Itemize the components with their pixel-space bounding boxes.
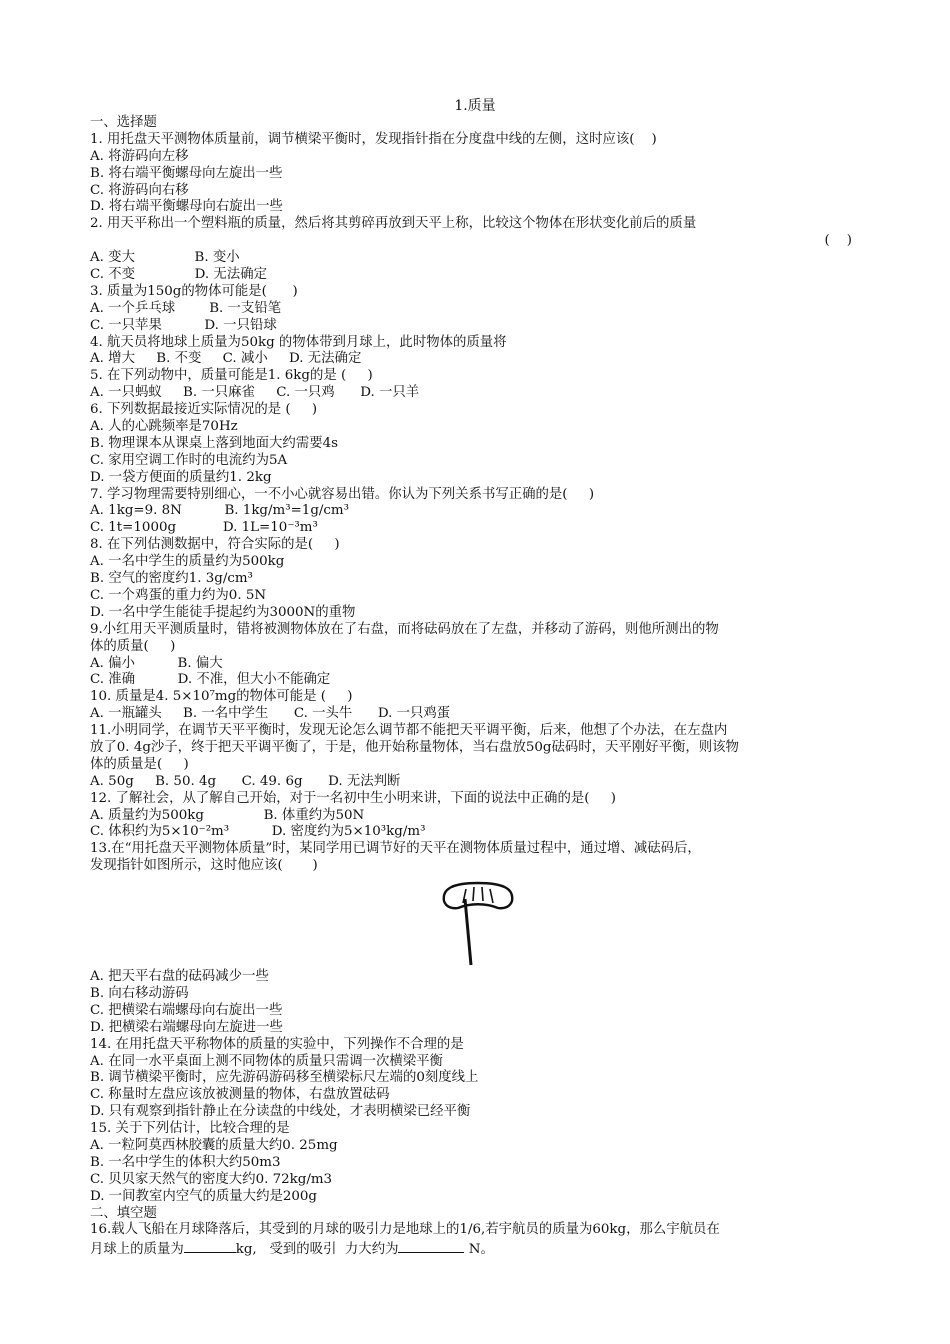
text-line: 13.在“用托盘天平测物体质量”时，某同学用已调节好的天平在测物体质量过程中，通过增、减砝码后，	[90, 841, 701, 857]
text-line: 1. 用托盘天平测物体质量前，调节横梁平衡时，发现指针指在分度盘中线的左侧，这时应该( )	[90, 131, 657, 147]
question-block	[90, 250, 860, 875]
text-line: B. 调节横梁平衡时，应先游码游码移至横梁标尺左端的0刻度线上	[90, 1070, 479, 1086]
answer-bracket: ( )	[824, 233, 852, 249]
text-line: 10. 质量是4. 5×10⁷mg的物体可能是 ( )	[90, 689, 353, 705]
text-line: C. 1t=1000g D. 1L=10⁻³m³	[90, 520, 318, 536]
text-line: A. 质量约为500kg B. 体重约为50N	[90, 807, 365, 823]
text-line: 2. 用天平称出一个塑料瓶的质量，然后将其剪碎再放到天平上称，比较这个物体在形状变化前后的质量	[90, 216, 697, 232]
text-line: D. 把横梁右端螺母向左旋进一些	[90, 1019, 283, 1035]
text-line: 14. 在用托盘天平称物体的质量的实验中，下列操作不合理的是	[90, 1036, 464, 1052]
text-line: 4. 航天员将地球上质量为50kg 的物体带到月球上，此时物体的质量将	[90, 334, 507, 350]
question-16-text: kg, 受到的吸引 力大约为	[235, 1242, 399, 1258]
text-line: 8. 在下列估测数据中，符合实际的是( )	[90, 537, 340, 553]
scale-pointer-icon	[438, 881, 518, 969]
answer-blank-force[interactable]	[398, 1239, 464, 1253]
worksheet-page	[90, 98, 860, 1256]
text-line: 6. 下列数据最接近实际情况的是 ( )	[90, 402, 318, 418]
text-line: 发现指针如图所示，这时他应该( )	[90, 858, 318, 874]
text-line: A. 人的心跳频率是70Hz	[90, 419, 238, 435]
text-line: A. 偏小 B. 偏大	[90, 655, 223, 671]
text-line: 3. 质量为150g的物体可能是( )	[90, 283, 298, 299]
text-line: 12. 了解社会，从了解自己开始，对于一名初中生小明来讲，下面的说法中正确的是( )	[90, 790, 616, 806]
text-line: A. 将游码向左移	[90, 148, 189, 164]
text-line: 9.小红用天平测质量时，错将被测物体放在了右盘，而将砝码放在了左盘，并移动了游码，则他所测出的物	[90, 621, 719, 637]
question-16-text: 月球上的质量为	[90, 1242, 184, 1258]
text-line: A. 增大 B. 不变 C. 减小 D. 无法确定	[90, 351, 362, 367]
text-line: A. 一名中学生的质量约为500kg	[90, 554, 285, 570]
text-line: A. 50g B. 50. 4g C. 49. 6g D. 无法判断	[90, 773, 401, 789]
text-line: D. 将右端平衡螺母向右旋出一些	[90, 199, 283, 215]
text-line: C. 体积约为5×10⁻²m³ D. 密度约为5×10³kg/m³	[90, 824, 426, 840]
question-block	[90, 969, 860, 1205]
text-line: A. 一粒阿莫西林胶囊的质量大约0. 25mg	[90, 1137, 338, 1153]
text-line: B. 空气的密度约1. 3g/cm³	[90, 571, 253, 587]
text-line: C. 准确 D. 不准，但大小不能确定	[90, 672, 331, 688]
text-line: C. 把横梁右端螺母向右旋出一些	[90, 1002, 283, 1018]
question-16-line2	[90, 1239, 860, 1256]
text-line: D. 只有观察到指针静止在分读盘的中线处，才表明横梁已经平衡	[90, 1104, 471, 1120]
text-line: C. 贝贝家天然气的密度大约0. 72kg/m3	[90, 1171, 333, 1187]
text-line: A. 一只蚂蚁 B. 一只麻雀 C. 一只鸡 D. 一只羊	[90, 385, 420, 401]
text-line: A. 一个乒乓球 B. 一支铅笔	[90, 300, 282, 316]
text-line: C. 一个鸡蛋的重力约为0. 5N	[90, 587, 267, 603]
question-16-text: N。	[464, 1242, 494, 1258]
text-line: C. 家用空调工作时的电流约为5A	[90, 452, 288, 468]
text-line: 体的质量是( )	[90, 756, 189, 772]
text-line: 15. 关于下列估计，比较合理的是	[90, 1121, 290, 1137]
question-16-line1: 16.载人飞船在月球降落后，其受到的月球的吸引力是地球上的1/6,若宇航员的质量为60kg，那么宇航员在	[90, 1222, 720, 1238]
text-line: C. 一只苹果 D. 一只铅球	[90, 317, 277, 333]
text-line: B. 将右端平衡螺母向左旋出一些	[90, 165, 283, 181]
text-line: A. 1kg=9. 8N B. 1kg/m³=1g/cm³	[90, 503, 349, 519]
text-line: 7. 学习物理需要特别细心，一不小心就容易出错。你认为下列关系书写正确的是( )	[90, 486, 595, 502]
text-line: D. 一名中学生能徒手提起约为3000N的重物	[90, 604, 356, 620]
text-line: B. 向右移动游码	[90, 985, 189, 1001]
text-line: 体的质量( )	[90, 638, 176, 654]
balance-pointer-figure	[90, 875, 860, 969]
text-line: 放了0. 4g沙子，终于把天平调平衡了，于是，他开始称量物体，当右盘放50g砝码时，天平刚好平衡，则该物	[90, 739, 739, 755]
text-line: B. 一名中学生的体积大约50m3	[90, 1154, 281, 1170]
text-line: C. 称量时左盘应该放被测量的物体，右盘放置砝码	[90, 1087, 390, 1103]
text-line: 11.小明同学，在调节天平平衡时，发现无论怎么调节都不能把天平调平衡，后来，他想了个办法，在左盘内	[90, 723, 728, 739]
text-line: A. 在同一水平桌面上测不同物体的质量只需调一次横梁平衡	[90, 1053, 443, 1069]
page-title: 1.质量	[454, 98, 496, 114]
text-line: D. 一袋方便面的质量约1. 2kg	[90, 469, 272, 485]
question-block	[90, 132, 860, 233]
text-line: A. 一瓶罐头 B. 一名中学生 C. 一头牛 D. 一只鸡蛋	[90, 706, 451, 722]
text-line: C. 将游码向右移	[90, 182, 189, 198]
answer-blank-mass[interactable]	[184, 1239, 236, 1253]
section-heading: 二、填空题	[90, 1205, 157, 1221]
text-line: 5. 在下列动物中，质量可能是1. 6kg的是 ( )	[90, 368, 373, 384]
text-line: C. 不变 D. 无法确定	[90, 267, 267, 283]
section-heading: 一、选择题	[90, 115, 157, 130]
text-line: A. 变大 B. 变小	[90, 250, 240, 266]
text-line: B. 物理课本从课桌上落到地面大约需要4s	[90, 435, 338, 451]
text-line: D. 一间教室内空气的质量大约是200g	[90, 1188, 317, 1204]
text-line: A. 把天平右盘的砝码减少一些	[90, 969, 269, 985]
